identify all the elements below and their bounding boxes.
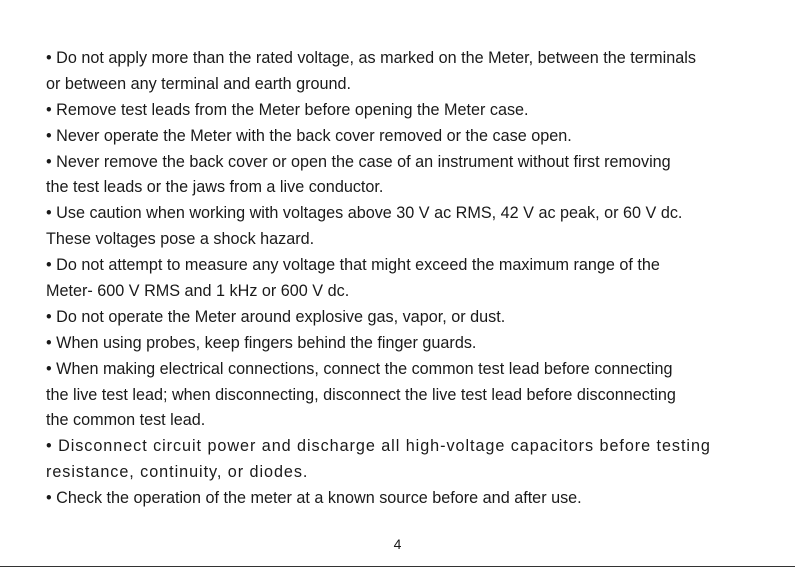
safety-instructions — [46, 46, 758, 512]
text-line: Meter- 600 V RMS and 1 kHz or 600 V dc. — [46, 282, 350, 301]
text-line: • Check the operation of the meter at a known source before and after use. — [46, 489, 582, 508]
text-line: • Use caution when working with voltages above 30 V ac RMS, 42 V ac peak, or 60 V dc. — [46, 204, 683, 223]
text-line: • Do not attempt to measure any voltage that might exceed the maximum range of the — [46, 256, 660, 275]
text-line: • Never remove the back cover or open the case of an instrument without first removing — [46, 152, 671, 171]
text-line: • Remove test leads from the Meter before opening the Meter case. — [46, 100, 529, 119]
text-line: • Disconnect circuit power and discharge all high-voltage capacitors before testing — [46, 437, 711, 456]
text-line: or between any terminal and earth ground. — [46, 74, 352, 93]
text-line: the common test lead. — [46, 411, 206, 430]
text-line: • When using probes, keep fingers behind the finger guards. — [46, 333, 477, 352]
text-line: • Never operate the Meter with the back cover removed or the case open. — [46, 126, 572, 145]
bottom-divider — [0, 566, 795, 567]
text-line: resistance, continuity, or diodes. — [46, 463, 309, 482]
page-number: 4 — [393, 536, 402, 552]
text-line: • Do not apply more than the rated voltage, as marked on the Meter, between the terminals — [46, 49, 696, 67]
text-line: • Do not operate the Meter around explosive gas, vapor, or dust. — [46, 307, 506, 326]
text-line: the live test lead; when disconnecting, disconnect the live test lead before disconnecting — [46, 385, 676, 404]
text-line: • When making electrical connections, connect the common test lead before connecting — [46, 359, 673, 378]
text-line: These voltages pose a shock hazard. — [46, 230, 315, 249]
text-line: the test leads or the jaws from a live conductor. — [46, 178, 384, 197]
